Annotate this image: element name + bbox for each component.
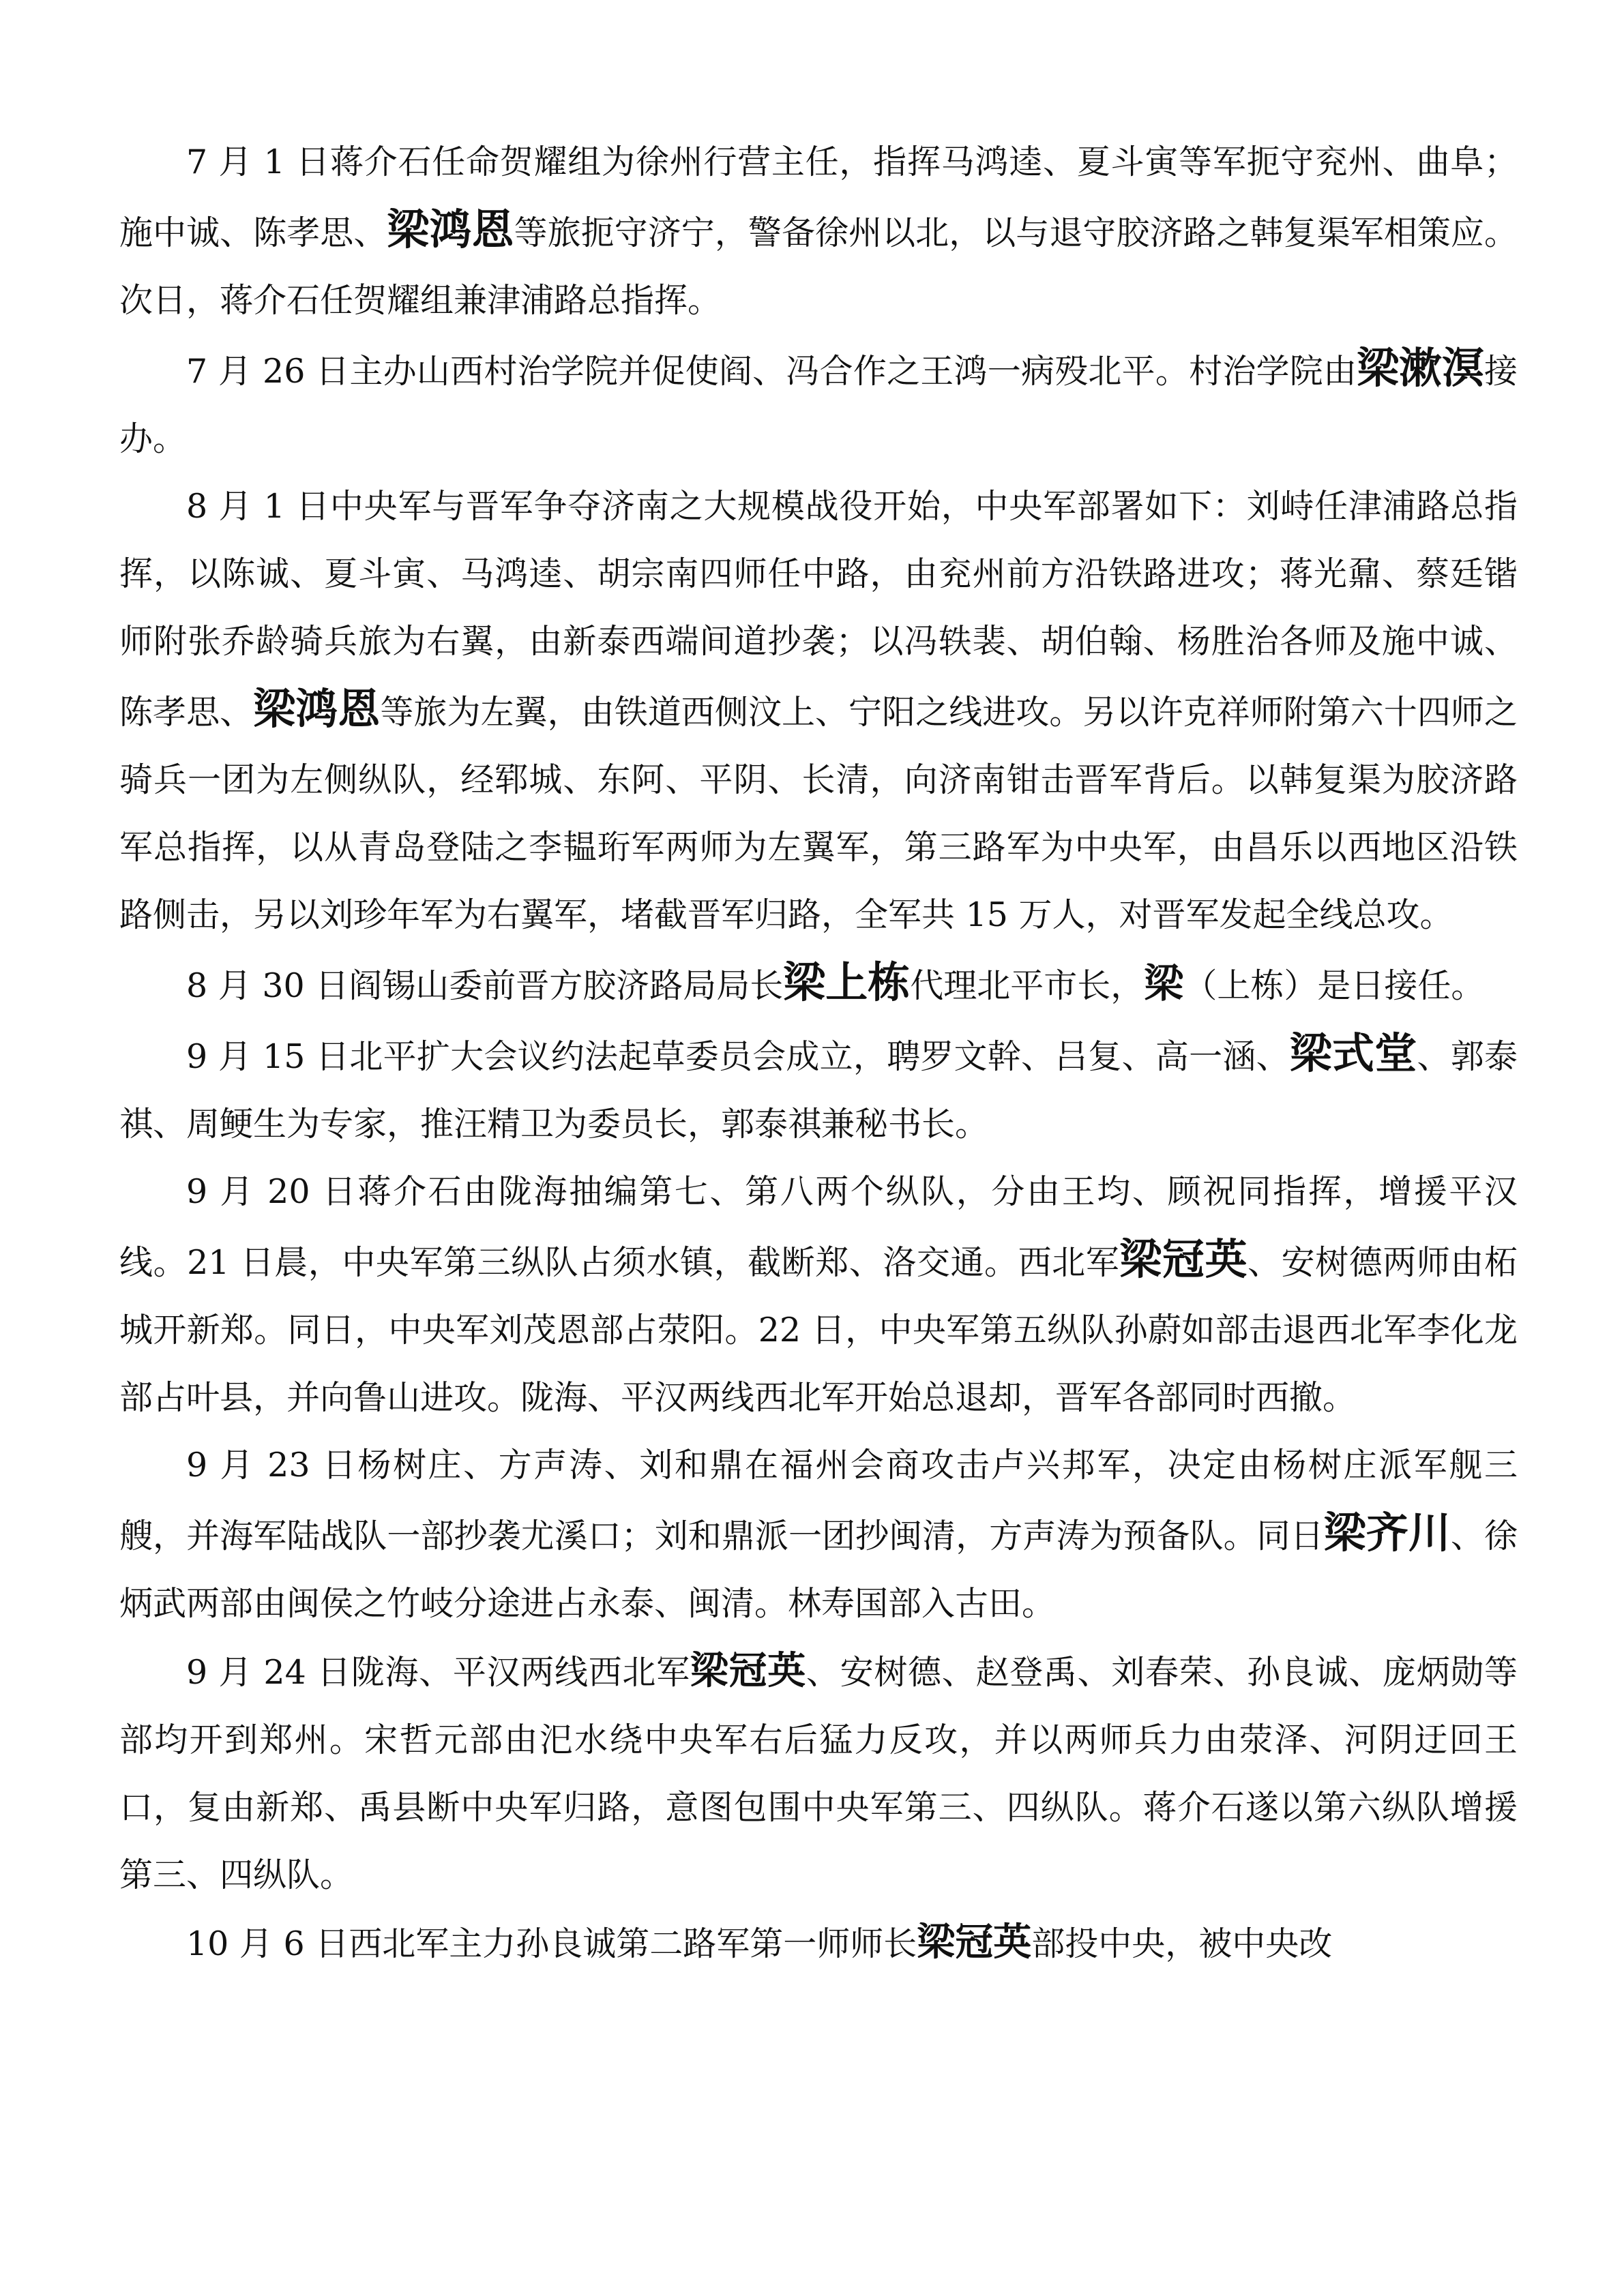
paragraph-text: 、徐炳武两部由闽侯之竹岐分途进占永泰、闽清。林寿国部入古田。 [119,1517,1518,1623]
paragraph-sep-23 [119,1431,1518,1637]
highlighted-name: 梁 [1144,960,1184,1007]
document-body [119,128,1518,1978]
highlighted-name: 梁鸿恩 [387,205,514,254]
paragraph-text: 8 月 1 日中央军与晋军争夺济南之大规模战役开始，中央军部署如下：刘峙任津浦路总指挥，以陈诚、夏斗寅、马鸿逵、胡宗南四师任中路，由兖州前方沿铁路进攻；蒋光鼐、蔡廷锴师附张乔龄骑兵旅为右翼，由新泰西端间道抄袭；以冯轶裴、胡伯翰、杨胜治各师及施中诚、陈孝思、 [119,487,1518,732]
paragraph-text: 9 月 15 日北平扩大会议约法起草委员会成立，聘罗文幹、吕复、高一涵、 [186,1037,1290,1076]
paragraph-text: 接办。 [119,352,1518,458]
highlighted-name: 梁冠英 [917,1920,1032,1965]
paragraph-jul-26 [119,334,1518,473]
paragraph-text: 、郭泰祺、周鲠生为专家，推汪精卫为委员长，郭泰祺兼秘书长。 [119,1037,1518,1144]
highlighted-name: 梁鸿恩 [253,684,381,734]
paragraph-text: 9 月 23 日杨树庄、方声涛、刘和鼎在福州会商攻击卢兴邦军，决定由杨树庄派军舰三艘，并海军陆战队一部抄袭尤溪口；刘和鼎派一团抄闽清，方声涛为预备队。同日 [119,1446,1518,1555]
highlighted-name: 梁式堂 [1289,1028,1417,1078]
paragraph-text: 、安树德、赵登禹、刘春荣、孙良诚、庞炳勋等部均开到郑州。宋哲元部由汜水绕中央军右后猛力反攻，并以两师兵力由荥泽、河阴迂回王口，复由新郑、禹县断中央军归路，意图包围中央军第三、四纵队。蒋介石遂以第六纵队增援第三、四纵队。 [119,1653,1518,1894]
paragraph-text: 9 月 24 日陇海、平汉两线西北军 [186,1653,690,1692]
paragraph-aug-30 [119,949,1518,1019]
paragraph-text: 部投中央，被中央改 [1031,1924,1333,1963]
paragraph-text: 代理北平市长， [910,966,1145,1005]
highlighted-name: 梁冠英 [1119,1234,1248,1284]
highlighted-name: 梁漱溟 [1357,343,1484,393]
paragraph-text: 7 月 1 日蒋介石任命贺耀组为徐州行营主任，指挥马鸿逵、夏斗寅等军扼守兖州、曲阜；施中诚、陈孝思、 [119,143,1518,252]
paragraph-text: （上栋）是日接任。 [1183,966,1485,1005]
paragraph-aug-1 [119,473,1518,949]
paragraph-text: 7 月 26 日主办山西村治学院并促使阎、冯合作之王鸿一病殁北平。村治学院由 [186,352,1357,391]
paragraph-text: 等旅扼守济宁，警备徐州以北，以与退守胶济路之韩复渠军相策应。次日，蒋介石任贺耀组兼津浦路总指挥。 [119,213,1518,320]
paragraph-sep-20 [119,1158,1518,1431]
highlighted-name: 梁上栋 [783,957,911,1007]
paragraph-oct-6 [119,1909,1518,1978]
paragraph-sep-24 [119,1637,1518,1909]
paragraph-text: 、安树德两师由柘城开新郑。同日，中央军刘茂恩部占荥阳。22 日，中央军第五纵队孙蔚如部击退西北军李化龙部占叶县，并向鲁山进攻。陇海、平汉两线西北军开始总退却，晋军各部同时西撤。 [119,1243,1518,1417]
paragraph-jul-1 [119,128,1518,334]
highlighted-name: 梁冠英 [690,1648,806,1693]
paragraph-text: 等旅为左翼，由铁道西侧汶上、宁阳之线进攻。另以许克祥师附第六十四师之骑兵一团为左侧纵队，经郓城、东阿、平阴、长清，向济南钳击晋军背后。以韩复渠为胶济路军总指挥，以从青岛登陆之李韫珩军两师为左翼军，第三路军为中央军，由昌乐以西地区沿铁路侧击，另以刘珍年军为右翼军，堵截晋军归路，全军共 15 万人，对晋军发起全线总攻。 [119,693,1518,934]
highlighted-name: 梁齐川 [1323,1508,1451,1557]
paragraph-text: 10 月 6 日西北军主力孙良诚第二路军第一师师长 [186,1924,917,1963]
paragraph-text: 9 月 20 日蒋介石由陇海抽编第七、第八两个纵队，分由王均、顾祝同指挥，增援平汉线。21 日晨，中央军第三纵队占须水镇，截断郑、洛交通。西北军 [119,1172,1518,1282]
paragraph-sep-15 [119,1019,1518,1158]
paragraph-text: 8 月 30 日阎锡山委前晋方胶济路局局长 [186,966,784,1005]
